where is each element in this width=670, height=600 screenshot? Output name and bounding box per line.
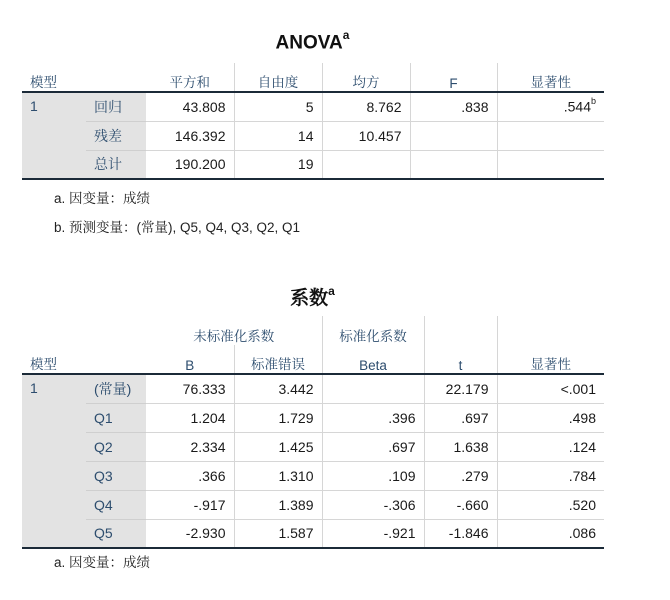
anova-header-row: [22, 63, 604, 92]
coef-cell-b: 1.204: [146, 403, 234, 432]
coef-cell-se: 1.389: [234, 490, 322, 519]
coef-cell-b: .366: [146, 461, 234, 490]
coef-cell-sig: .520: [497, 490, 604, 519]
anova-title: [0, 30, 625, 54]
coef-row-label: Q2: [86, 432, 146, 461]
coef-row-label: Q1: [86, 403, 146, 432]
table-row: [22, 121, 604, 150]
table-row: [22, 374, 604, 403]
table-row: [22, 92, 604, 121]
anova-table: [22, 63, 604, 180]
coef-table: [22, 316, 604, 549]
coef-cell-beta: .396: [322, 403, 424, 432]
anova-model-number: 1: [22, 92, 86, 179]
coef-cell-b: 2.334: [146, 432, 234, 461]
coef-title-superscript: a: [328, 283, 335, 298]
coef-title-text: 系数: [290, 288, 329, 309]
coef-header-b: B: [146, 345, 234, 374]
anova-cell-df: 5: [234, 92, 322, 121]
coef-header-row-2: [22, 345, 604, 374]
coef-cell-t: 1.638: [424, 432, 497, 461]
coef-cell-se: 1.587: [234, 519, 322, 548]
anova-sig-superscript: b: [590, 96, 596, 107]
anova-note-b: b. 预测变量：(常量), Q5, Q4, Q3, Q2, Q1: [54, 220, 301, 235]
anova-cell-df: 14: [234, 121, 322, 150]
coef-header-t: t: [424, 345, 497, 374]
coef-header-blank: [497, 316, 604, 345]
anova-cell-f: [410, 121, 497, 150]
coef-cell-se: 3.442: [234, 374, 322, 403]
anova-cell-sig: [497, 150, 604, 179]
anova-header-ms: 均方: [322, 63, 410, 92]
anova-header-sig: 显著性: [497, 63, 604, 92]
coef-header-beta: Beta: [322, 345, 424, 374]
anova-cell-ms: 8.762: [322, 92, 410, 121]
anova-note-a: a. 因变量：成绩: [54, 191, 151, 206]
coef-cell-sig: <.001: [497, 374, 604, 403]
coef-cell-beta: .697: [322, 432, 424, 461]
anova-row-label: 回归: [86, 92, 146, 121]
anova-cell-ms: 10.457: [322, 121, 410, 150]
coef-cell-b: -.917: [146, 490, 234, 519]
coef-cell-t: -1.846: [424, 519, 497, 548]
coef-header-se: 标准错误: [234, 345, 322, 374]
coef-header-model: 模型: [22, 345, 146, 374]
coef-header-blank: [22, 316, 146, 345]
anova-cell-f: .838: [410, 92, 497, 121]
anova-row-label: 总计: [86, 150, 146, 179]
anova-header-f: F: [410, 63, 497, 92]
coef-header-sig: 显著性: [497, 345, 604, 374]
coef-row-label: Q3: [86, 461, 146, 490]
coef-cell-beta: -.306: [322, 490, 424, 519]
anova-cell-sig: [497, 92, 604, 121]
table-row: [22, 432, 604, 461]
coef-header-std: 标准化系数: [322, 316, 424, 345]
coef-cell-se: 1.310: [234, 461, 322, 490]
anova-title-superscript: a: [342, 28, 350, 42]
anova-cell-ss: 146.392: [146, 121, 234, 150]
anova-row-label: 残差: [86, 121, 146, 150]
anova-cell-sig: [497, 121, 604, 150]
anova-cell-f: [410, 150, 497, 179]
coef-row-label: Q5: [86, 519, 146, 548]
anova-cell-ms: [322, 150, 410, 179]
coef-cell-sig: .498: [497, 403, 604, 432]
coef-cell-t: .279: [424, 461, 497, 490]
coef-note-a: a. 因变量：成绩: [54, 555, 151, 570]
coef-cell-beta: [322, 374, 424, 403]
table-row: [22, 403, 604, 432]
coef-cell-t: -.660: [424, 490, 497, 519]
coef-cell-b: -2.930: [146, 519, 234, 548]
coef-cell-beta: -.921: [322, 519, 424, 548]
coef-cell-se: 1.729: [234, 403, 322, 432]
coef-header-unstd: 未标准化系数: [193, 329, 275, 344]
anova-header-model: 模型: [22, 63, 146, 92]
table-row: [22, 461, 604, 490]
anova-sig-value: .544: [563, 99, 591, 116]
coef-title: [0, 283, 625, 310]
coef-cell-t: 22.179: [424, 374, 497, 403]
table-row: [22, 490, 604, 519]
table-row: [22, 519, 604, 548]
anova-header-ss: 平方和: [146, 63, 234, 92]
coef-header-blank: [424, 316, 497, 345]
table-row: [22, 150, 604, 179]
coef-row-label: (常量): [86, 374, 146, 403]
anova-cell-df: 19: [234, 150, 322, 179]
anova-cell-ss: 43.808: [146, 92, 234, 121]
coef-cell-beta: .109: [322, 461, 424, 490]
coef-cell-sig: .124: [497, 432, 604, 461]
coef-cell-t: .697: [424, 403, 497, 432]
anova-title-text: ANOVA: [275, 32, 343, 54]
coef-cell-sig: .784: [497, 461, 604, 490]
coef-row-label: Q4: [86, 490, 146, 519]
coef-cell-b: 76.333: [146, 374, 234, 403]
coef-cell-se: 1.425: [234, 432, 322, 461]
coef-header-row-1: [22, 316, 604, 345]
anova-header-df: 自由度: [234, 63, 322, 92]
coef-model-number: 1: [22, 374, 86, 548]
coef-cell-sig: .086: [497, 519, 604, 548]
anova-cell-ss: 190.200: [146, 150, 234, 179]
